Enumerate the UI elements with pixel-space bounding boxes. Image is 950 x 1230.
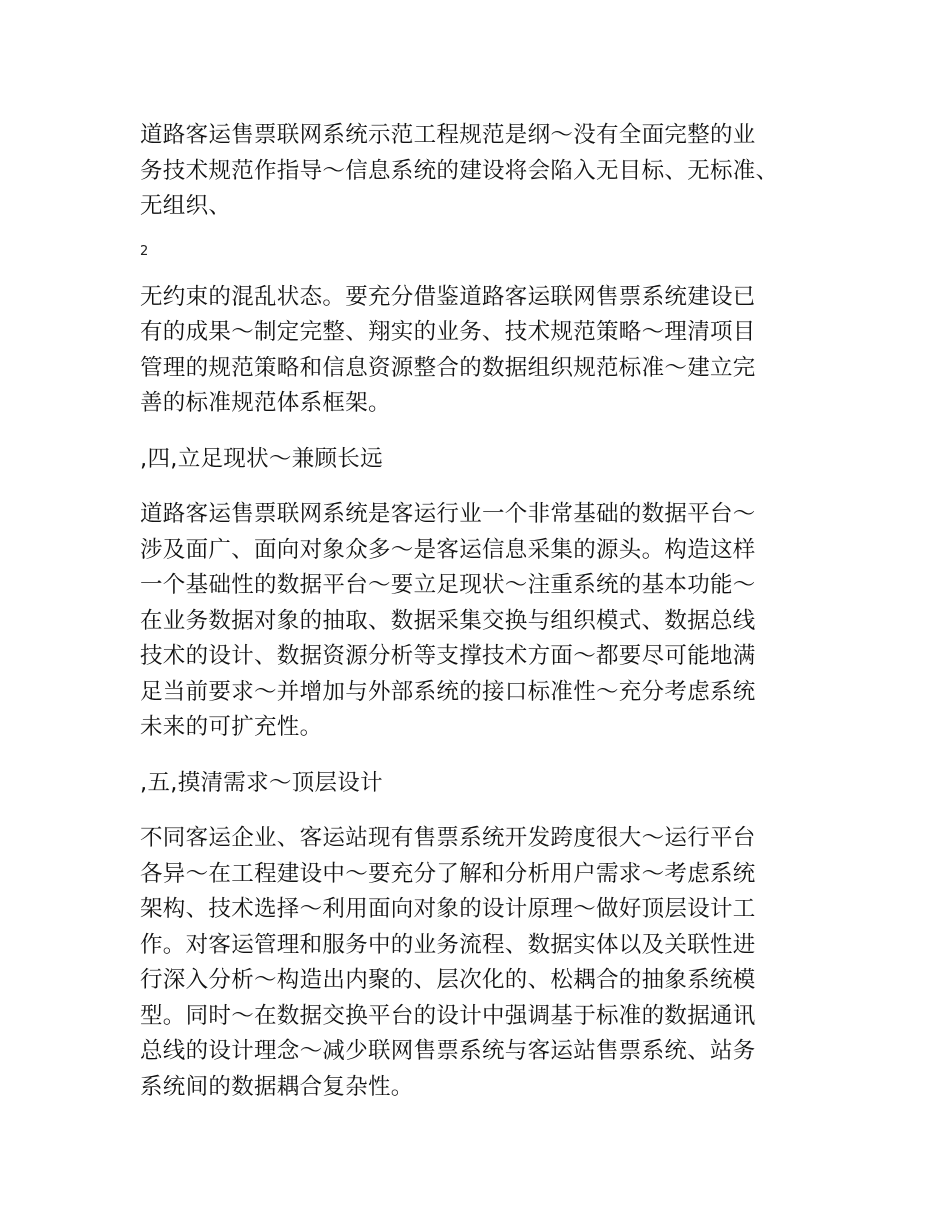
paragraph-2: 无约束的混乱状态。要充分借鉴道路客运联网售票系统建设已 有的成果～制定完整、翔实的业务、技术规范策略～理清项目 管理的规范策略和信息资源整合的数据组织规范标准～建立完 善的标准规范体系框架。 <box>140 283 756 416</box>
section-heading-5: ,五,摸清需求～顶层设计 <box>140 769 383 796</box>
paragraph-3: 道路客运售票联网系统是客运行业一个非常基础的数据平台～ 涉及面广、面向对象众多～是客运信息采集的源头。构造这样 一个基础性的数据平台～要立足现状～注重系统的基本功能～ 在业务数据对象的抽取、数据采集交换与组织模式、数据总线 技术的设计、数据资源分析等支撑技术方面～都要尽可能地满 足当前要求～并增加与外部系统的接口标准性～充分考虑系统 未来的可扩充性。 <box>140 501 756 740</box>
paragraph-1: 道路客运售票联网系统示范工程规范是纲～没有全面完整的业 务技术规范作指导～信息系统的建设将会陷入无目标、无标准、 无组织、 <box>140 122 779 219</box>
page-number: 2 <box>140 243 149 259</box>
section-heading-4: ,四,立足现状～兼顾长远 <box>140 445 383 472</box>
document-body <box>140 118 808 1105</box>
paragraph-4: 不同客运企业、客运站现有售票系统开发跨度很大～运行平台 各异～在工程建设中～要充分了解和分析用户需求～考虑系统 架构、技术选择～利用面向对象的设计原理～做好顶层设计工 作。对客运管理和服务中的业务流程、数据实体以及关联性进 行深入分析～构造出内聚的、层次化的、松耦合的抽象系统模 型。同时～在数据交换平台的设计中强调基于标准的数据通讯 总线的设计理念～减少联网售票系统与客运站售票系统、站务 系统间的数据耦合复杂性。 <box>140 825 756 1100</box>
